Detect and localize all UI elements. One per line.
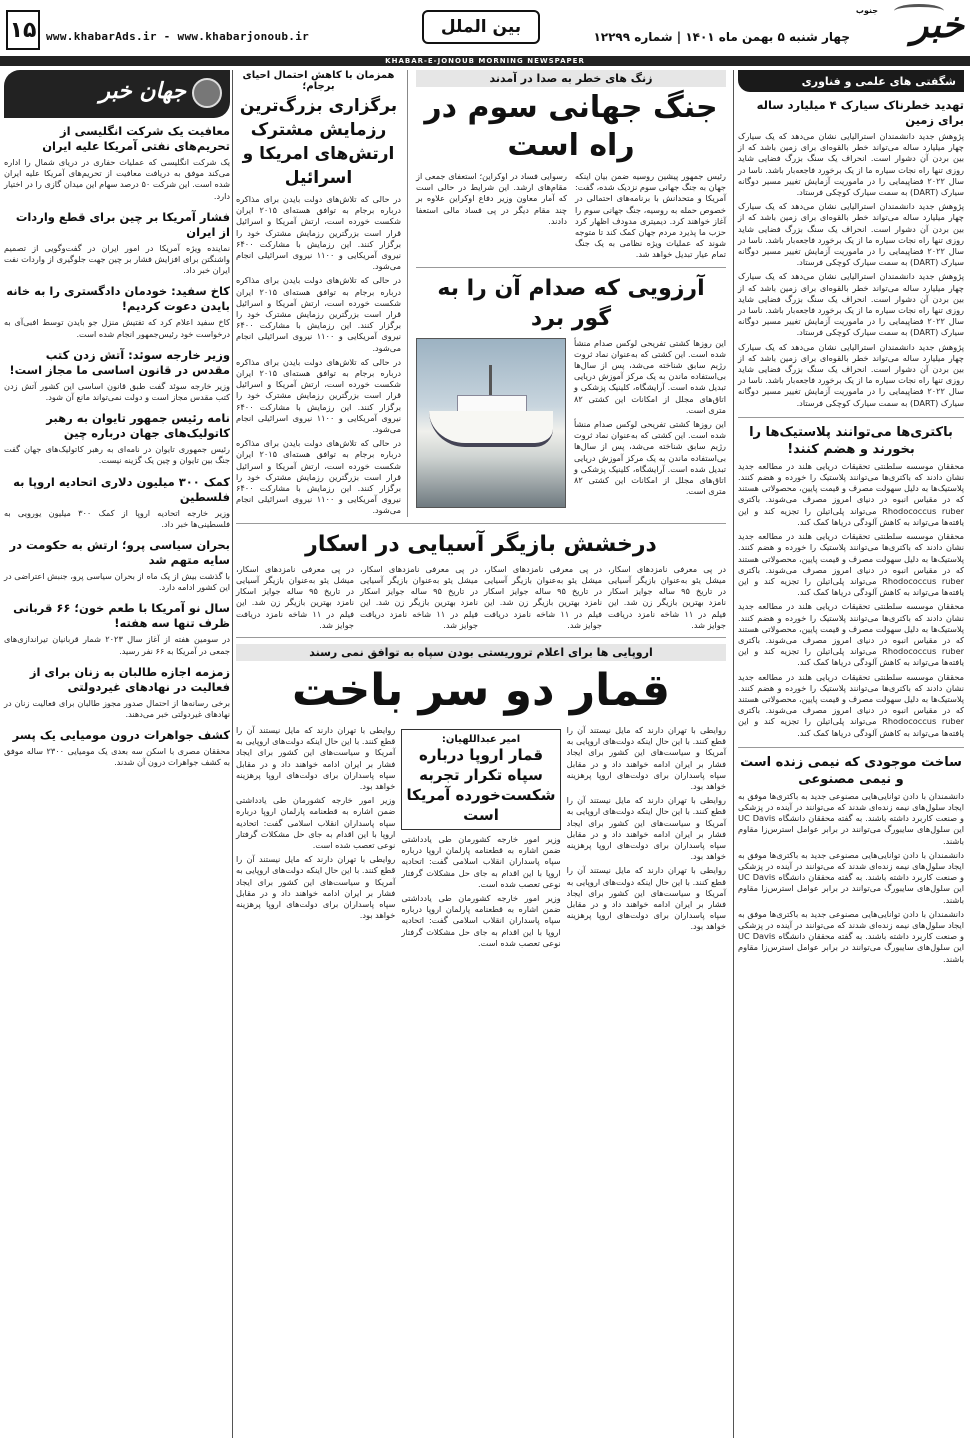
divider (416, 267, 726, 268)
article-body: پژوهش جدید دانشمندان استرالیایی نشان می‌دهد که یک سیارک چهار میلیارد ساله می‌تواند خطر بالقوه‌ای برای زمین باشد که از بین بردن آن دشوار است. انحراف یک سنگ بزرگ فضایی شاید روزی تنها راه نجات سیاره ما از یک برخورد فاجعه‌بار باشد. ناسا در سال ۲۰۲۲ فضاپیمایی را در ماموریت آزمایش تغییر مسیر دوگانه سیارک (DART) به سمت سیارک کوچکی فرستاد. (738, 131, 965, 198)
article-headline: زمزمه اجازه طالبان به زنان برای از فعالیت در نهادهای غیردولتی (29, 664, 230, 694)
quote-title: قمار اروپا درباره سپاه تکرار تجربه شکست‌خورده آمریکا است (406, 745, 556, 824)
article-headline: باکتری‌ها می‌توانند پلاستیک‌ها را بخورند و هضم کنند! (749, 424, 953, 457)
article-body: پژوهش جدید دانشمندان استرالیایی نشان می‌دهد که یک سیارک چهار میلیارد ساله می‌تواند خطر بالقوه‌ای برای زمین باشد که از بین بردن آن دشوار است. انحراف یک سنگ بزرگ فضایی شاید روزی تنها راه نجات سیاره ما از یک برخورد فاجعه‌بار باشد. ناسا در سال ۲۰۲۲ فضاپیمایی را در ماموریت آزمایش تغییر مسیر دوگانه سیارک (DART) به سمت سیارک کوچکی فرستاد. (738, 201, 965, 268)
article-body: محققان مصری با اسکن سه بعدی یک مومیایی ۲۳۰۰ ساله موفق به کشف جواهرات درون آن شدند. (4, 746, 230, 768)
column-rule (232, 70, 233, 1438)
article-headline: فشار آمریکا بر چین برای قطع واردات از ایران (15, 209, 230, 239)
lead-article (416, 70, 726, 517)
article-body: پژوهش جدید دانشمندان استرالیایی نشان می‌دهد که یک سیارک چهار میلیارد ساله می‌تواند خطر بالقوه‌ای برای زمین باشد که از بین بردن آن دشوار است. انحراف یک سنگ بزرگ فضایی شاید روزی تنها راه نجات سیاره ما از یک برخورد فاجعه‌بار باشد. ناسا در سال ۲۰۲۲ فضاپیمایی را در ماموریت آزمایش تغییر مسیر دوگانه سیارک (DART) به سمت سیارک کوچکی فرستاد. (738, 271, 965, 338)
ship-hull (429, 411, 553, 447)
oscar-headline: درخشش بازیگر آسیایی در اسکار (305, 531, 657, 557)
center-column (236, 70, 726, 1438)
article-body: روایطی با تهران دارند که مایل نیستند آن را قطع کنند. با این حال اینکه دولت‌های اروپایی به آمریکا و سیاست‌های این کشور برای ایجاد فشار بر ایران ادامه خواهند داد و در مقابل سپاه پاسداران برای دولت‌های اروپا پرهزینه خواهد بود. (566, 724, 726, 791)
article-headline: کشف جواهرات درون مومیایی یک پسر (12, 728, 230, 743)
section-title: بین الملل (422, 10, 540, 44)
article (4, 475, 230, 530)
article-body: کاخ سفید اعلام کرد که تفتیش منزل جو بایدن توسط افبی‌آی به درخواست خود رئیس‌جمهور انجام شده است. (4, 317, 230, 339)
page-number: ۱۵ (6, 10, 40, 50)
article-headline: کمک ۳۰۰ میلیون دلاری اتحادیه اروپا به فلسطین (13, 474, 230, 504)
article-headline: بحران سیاسی پرو؛ ارتش به حکومت در سایه متهم شد (9, 538, 230, 568)
article-body: روایطی با تهران دارند که مایل نیستند آن را قطع کنند. با این حال اینکه دولت‌های اروپایی به آمریکا و سیاست‌های این کشور برای ایجاد فشار بر ایران ادامه خواهند داد و در مقابل سپاه پاسداران برای دولت‌های اروپا پرهزینه خواهد بود. (236, 724, 396, 791)
globe-icon (192, 78, 222, 108)
article-body: در پی معرفی نامزدهای اسکار، میشل یئو به‌عنوان بازیگر آسیایی در تاریخ ۹۵ ساله جوایز اسکار نامزد بهترین بازیگر زن شد. این فیلم در ۱۱ شاخه نامزد دریافت جوایز شد. (608, 563, 726, 630)
english-strip: KHABAR-E-JONOUB MORNING NEWSPAPER (0, 56, 970, 66)
article (4, 348, 230, 403)
article-body: محققان موسسه سلطنتی تحقیقات دریایی هلند در مطالعه جدید نشان دادند که باکتری‌ها می‌توانند پلاستیک را خورده و هضم کنند. پلاستیک‌ها به دلیل سهولت مصرف و قیمت پایین، محصولاتی هستند که در مقیاس انبوه در دنیای امروز مصرف می‌شوند. باکتری Rhodococcus ruber می‌تواند پلی‌اتیلن را تجزیه کند و این یافته‌ها می‌تواند به کاهش آلودگی دریاها کمک کند. (738, 460, 965, 527)
divider (236, 637, 726, 638)
article-body: وزیر امور خارجه کشورمان طی یادداشتی ضمن اشاره به قطعنامه پارلمان اروپا درباره سپاه پاسداران انقلاب اسلامی گفت: اتحادیه اروپا با این اقدام به جای حل مشکلات گرفتار نوعی تعصب شده است. (401, 833, 561, 889)
article-body: وزیر خارجه سوئد گفت طبق قانون اساسی این کشور آتش زدن کتب مقدس مجاز است و دولت نمی‌تواند مانع آن شود. (4, 380, 230, 403)
article (738, 98, 964, 409)
saddam-headline: آرزویی که صدام آن را به گور برد (437, 275, 705, 331)
article-body: نماینده ویژه آمریکا در امور ایران در گفت‌وگویی از تصمیم واشنگتن برای افزایش فشار بر چین جهت جلوگیری از واردات نفت ایران خبر داد. (4, 242, 230, 276)
gamble-kicker: اروپایی ها برای اعلام تروریستی بودن سپاه به توافق نمی رسند (236, 644, 726, 661)
quote-box (401, 729, 560, 830)
article-body: در پی معرفی نامزدهای اسکار، میشل یئو به‌عنوان بازیگر آسیایی در تاریخ ۹۵ ساله جوایز اسکار نامزد بهترین بازیگر زن شد. این فیلم در ۱۱ شاخه نامزد دریافت جوایز شد. (484, 563, 602, 630)
article-body: در حالی که تلاش‌های دولت بایدن برای مذاکره درباره برجام به توافق هسته‌ای ۲۰۱۵ ایران شکست خورده است، ارتش آمریکا و اسرائیل قرار است بزرگترین رزمایش مشترک خود را برگزار کنند. این رزمایش با مشارکت ۶۴۰۰ نیروی آمریکایی و ۱۱۰۰ نیروی اسرائیلی انجام می‌شود. (236, 438, 401, 516)
article-body: دانشمندان با دادن توانایی‌هایی مصنوعی جدید به باکتری‌ها موفق به ایجاد سلول‌های نیمه زنده‌ای شدند که می‌توانند در آینده در پزشکی و صنعت کاربرد داشته باشند. به گفته محققان دانشگاه UC Davis این سلول‌های سایبورگ می‌توانند در برابر عوامل استرس‌زا مقاوم باشند. (738, 849, 964, 905)
article-body: دانشمندان با دادن توانایی‌هایی مصنوعی جدید به باکتری‌ها موفق به ایجاد سلول‌های نیمه زنده‌ای شدند که می‌توانند در آینده در پزشکی و صنعت کاربرد داشته باشند. به گفته محققان دانشگاه UC Davis این سلول‌های سایبورگ می‌توانند در برابر عوامل استرس‌زا مقاوم باشند. (738, 790, 964, 846)
article-body: در پی معرفی نامزدهای اسکار، میشل یئو به‌عنوان بازیگر آسیایی در تاریخ ۹۵ ساله جوایز اسکار نامزد بهترین بازیگر زن شد. این فیلم در ۱۱ شاخه نامزد دریافت جوایز شد. (236, 563, 354, 630)
side-kicker: همزمان با کاهش احتمال احیای برجام؛ (242, 70, 395, 92)
article-body: در حالی که تلاش‌های دولت بایدن برای مذاکره درباره برجام به توافق هسته‌ای ۲۰۱۵ ایران شکست خورده است، ارتش آمریکا و اسرائیل قرار است بزرگترین رزمایش مشترک خود را برگزار کنند. این رزمایش با مشارکت ۶۴۰۰ نیروی آمریکایی و ۱۱۰۰ نیروی اسرائیلی انجام می‌شود. (236, 194, 401, 272)
article-body: در حالی که تلاش‌های دولت بایدن برای مذاکره درباره برجام به توافق هسته‌ای ۲۰۱۵ ایران شکست خورده است، ارتش آمریکا و اسرائیل قرار است بزرگترین رزمایش مشترک خود را برگزار کنند. این رزمایش با مشارکت ۶۴۰۰ نیروی آمریکایی و ۱۱۰۰ نیروی اسرائیلی انجام می‌شود. (236, 275, 401, 353)
quote-speaker: امیر عبداللهیان: (441, 733, 521, 745)
article-headline: ساخت موجودی که نیمی زنده است و نیمی مصنوعی (740, 754, 962, 787)
column-rule (733, 70, 734, 1438)
ship-mast (489, 365, 492, 397)
article (4, 601, 230, 656)
article-body: یک شرکت انگلیسی که عملیات حفاری در دریای شمال را اداره می‌کند موفق به دریافت معافیت از تحریم‌های آمریکا علیه ایران شده است. این شرکت ۵۰ درصد سهام این میدان گازی را در اختیار دارد. (4, 157, 230, 201)
article-body: رسوایی فساد در اوکراین؛ استعفای جمعی از مقام‌های ارشد. این شرایط در حالی است که آمار معاون وزیر دفاع اوکراین علاوه بر چند مقام دیگر در پی فساد مالی استعفا دادند. (416, 171, 567, 226)
science-band: شگفتی های علمی و فناوری (738, 70, 964, 92)
ship-deck (457, 395, 527, 413)
article-body: روایطی با تهران دارند که مایل نیستند آن را قطع کنند. با این حال اینکه دولت‌های اروپایی به آمریکا و سیاست‌های این کشور برای ایجاد فشار بر ایران ادامه خواهند داد و در مقابل سپاه پاسداران برای دولت‌های اروپا پرهزینه خواهد بود. (236, 854, 396, 921)
article-body: این روزها کشتی تفریحی لوکس صدام منشأ شده است. این کشتی که به‌عنوان نماد ثروت رژیم سابق شناخته می‌شد، پس از سال‌ها بی‌استفاده ماندن به یک مرکز آموزش دریایی تبدیل شده است. آرایشگاه، کلینیک پزشکی و اتاق‌های مجلل از امکانات این کشتی ۸۲ متری است. (574, 337, 726, 415)
side-article (236, 70, 408, 517)
article-body: روایطی با تهران دارند که مایل نیستند آن را قطع کنند. با این حال اینکه دولت‌های اروپایی به آمریکا و سیاست‌های این کشور برای ایجاد فشار بر ایران ادامه خواهند داد و در مقابل سپاه پاسداران برای دولت‌های اروپا پرهزینه خواهد بود. (566, 795, 726, 862)
article-body: محققان موسسه سلطنتی تحقیقات دریایی هلند در مطالعه جدید نشان دادند که باکتری‌ها می‌توانند پلاستیک را خورده و هضم کنند. پلاستیک‌ها به دلیل سهولت مصرف و قیمت پایین، محصولاتی هستند که در مقیاس انبوه در دنیای امروز مصرف می‌شوند. باکتری Rhodococcus ruber می‌تواند پلی‌اتیلن را تجزیه کند و این یافته‌ها می‌تواند به کاهش آلودگی دریاها کمک کند. (738, 531, 965, 598)
date-issue: چهار شنبه ۵ بهمن ماه ۱۴۰۱ | شماره ۱۲۲۹۹ (593, 30, 850, 44)
article (4, 124, 230, 202)
divider (738, 747, 964, 748)
article-body: محققان موسسه سلطنتی تحقیقات دریایی هلند در مطالعه جدید نشان دادند که باکتری‌ها می‌توانند پلاستیک را خورده و هضم کنند. پلاستیک‌ها به دلیل سهولت مصرف و قیمت پایین، محصولاتی هستند که در مقیاس انبوه در دنیای امروز مصرف می‌شوند. باکتری Rhodococcus ruber می‌تواند پلی‌اتیلن را تجزیه کند و این یافته‌ها می‌تواند به کاهش آلودگی دریاها کمک کند. (738, 671, 965, 738)
world-news-band (4, 70, 230, 118)
article-headline: وزیر خارجه سوئد: آتش زدن کتب مقدس در قانون اساسی ما مجاز است! (9, 347, 230, 377)
article-headline: سال نو آمریکا با طعم خون؛ ۶۶ قربانی ظرف تنها سه هفته! (13, 601, 230, 631)
logo-sub: جنوب (855, 6, 878, 15)
article (738, 424, 964, 739)
side-headline: برگزاری بزرگ‌ترین رزمایش مشترک ارتش‌های امریکا و اسرائیل (239, 96, 398, 188)
article-body: پژوهش جدید دانشمندان استرالیایی نشان می‌دهد که یک سیارک چهار میلیارد ساله می‌تواند خطر بالقوه‌ای برای زمین باشد که از بین بردن آن دشوار است. انحراف یک سنگ بزرگ فضایی شاید روزی تنها راه نجات سیاره ما از یک برخورد فاجعه‌بار باشد. ناسا در سال ۲۰۲۲ فضاپیمایی را در ماموریت آزمایش تغییر مسیر دوگانه سیارک (DART) به سمت سیارک کوچکی فرستاد. (738, 341, 965, 408)
article-body: برخی رسانه‌ها از احتمال صدور مجوز طالبان برای فعالیت زنان در نهادهای غیردولتی خبر می‌دهند. (4, 697, 230, 720)
article (4, 728, 230, 768)
article (4, 665, 230, 720)
masthead (0, 0, 970, 56)
article-body: دانشمندان با دادن توانایی‌هایی مصنوعی جدید به باکتری‌ها موفق به ایجاد سلول‌های نیمه زنده‌ای شدند که می‌توانند در آینده در پزشکی و صنعت کاربرد داشته باشند. به گفته محققان دانشگاه UC Davis این سلول‌های سایبورگ می‌توانند در برابر عوامل استرس‌زا مقاوم باشند. (738, 908, 964, 964)
site-urls[interactable]: www.khabarAds.ir - www.khabarjonoub.ir (46, 30, 310, 43)
article (738, 754, 964, 965)
world-news-title: جهان خبر (99, 78, 186, 104)
divider (738, 417, 964, 418)
article-headline: تهدید خطرناک سیارک ۴ میلیارد ساله برای زمین (756, 98, 964, 127)
article-body: وزیر امور خارجه کشورمان طی یادداشتی ضمن اشاره به قطعنامه پارلمان اروپا درباره سپاه پاسداران انقلاب اسلامی گفت: اتحادیه اروپا با این اقدام به جای حل مشکلات گرفتار نوعی تعصب شده است. (236, 795, 396, 850)
right-column (738, 70, 964, 1438)
article (4, 210, 230, 277)
article (4, 284, 230, 339)
article-body: در سومین هفته از آغاز سال ۲۰۲۳ شمار قربانیان تیراندازی‌های جمعی در آمریکا به ۶۶ نفر رسید. (4, 634, 230, 656)
article (4, 411, 230, 466)
article-headline: نامه رئیس جمهور تایوان به رهبر کاتولیک‌های جهان درباره چین (46, 411, 230, 441)
gamble-headline: قمار دو سر باخت (291, 664, 671, 716)
article-body: وزیر خارجه اتحادیه اروپا از کمک ۳۰۰ میلیون یورویی به فلسطینی‌ها خبر داد. (4, 507, 230, 529)
article (4, 538, 230, 593)
lead-headline: جنگ جهانی سوم در راه است (424, 90, 718, 163)
lead-kicker: زنگ های خطر به صدا در آمدند (416, 70, 726, 87)
article-body: وزیر امور خارجه کشورمان طی یادداشتی ضمن اشاره به قطعنامه پارلمان اروپا درباره سپاه پاسداران انقلاب اسلامی گفت: اتحادیه اروپا با این اقدام به جای حل مشکلات گرفتار نوعی تعصب شده است. (401, 892, 561, 948)
article-body: با گذشت بیش از یک ماه از بحران سیاسی پرو، جنبش اعتراضی در این کشور ادامه دارد. (4, 571, 230, 593)
article-body: این روزها کشتی تفریحی لوکس صدام منشأ شده است. این کشتی که به‌عنوان نماد ثروت رژیم سابق شناخته می‌شد، پس از سال‌ها بی‌استفاده ماندن به یک مرکز آموزش دریایی تبدیل شده است. آرایشگاه، کلینیک پزشکی و اتاق‌های مجلل از امکانات این کشتی ۸۲ متری است. (574, 419, 726, 497)
left-column (4, 70, 230, 1438)
article-body: روایطی با تهران دارند که مایل نیستند آن را قطع کنند. با این حال اینکه دولت‌های اروپایی به آمریکا و سیاست‌های این کشور برای ایجاد فشار بر ایران ادامه خواهند داد و در مقابل سپاه پاسداران برای دولت‌های اروپا پرهزینه خواهد بود. (566, 865, 726, 932)
divider (236, 523, 726, 524)
article-headline: معافیت یک شرکت انگلیسی از تحریم‌های نفتی آمریکا علیه ایران (42, 124, 230, 153)
article-body: در حالی که تلاش‌های دولت بایدن برای مذاکره درباره برجام به توافق هسته‌ای ۲۰۱۵ ایران شکست خورده است، ارتش آمریکا و اسرائیل قرار است بزرگترین رزمایش مشترک خود را برگزار کنند. این رزمایش با مشارکت ۶۴۰۰ نیروی آمریکایی و ۱۱۰۰ نیروی اسرائیلی انجام می‌شود. (236, 356, 401, 435)
logo-word: خبر (911, 4, 964, 46)
article-body: محققان موسسه سلطنتی تحقیقات دریایی هلند در مطالعه جدید نشان دادند که باکتری‌ها می‌توانند پلاستیک را خورده و هضم کنند. پلاستیک‌ها به دلیل سهولت مصرف و قیمت پایین، محصولاتی هستند که در مقیاس انبوه در دنیای امروز مصرف می‌شوند. باکتری Rhodococcus ruber می‌تواند پلی‌اتیلن را تجزیه کند و این یافته‌ها می‌تواند به کاهش آلودگی دریاها کمک کند. (738, 601, 965, 668)
yacht-photo (416, 338, 566, 508)
newspaper-logo (854, 4, 964, 50)
article-body: رئیس جمهوری تایوان در نامه‌ای به رهبر کاتولیک‌های جهان گفت جنگ بین تایوان و چین یک گزینه نیست. (4, 444, 230, 466)
article-headline: کاخ سفید: خودمان دادگستری را به خانه بایدن دعوت کردیم! (6, 284, 230, 314)
article-body: رئیس جمهور پیشین روسیه ضمن بیان اینکه جهان به جنگ جهانی سوم نزدیک شده، گفت: آمریکا و متحدانش با برنامه‌های احتمالی در خصوص حمله به روسیه، جنگ جهانی سوم را آغاز خواهند کرد. دیمیتری مدودف اظهار کرد حزب ما پذیرد مردم جهان کمک کند تا متوجه شوند که عملیات ویژه نظامی به یک جنگ تمام عیار تبدیل خواهد شد. (575, 171, 726, 260)
article-body: در پی معرفی نامزدهای اسکار، میشل یئو به‌عنوان بازیگر آسیایی در تاریخ ۹۵ ساله جوایز اسکار نامزد بهترین بازیگر زن شد. این فیلم در ۱۱ شاخه نامزد دریافت جوایز شد. (360, 563, 478, 630)
